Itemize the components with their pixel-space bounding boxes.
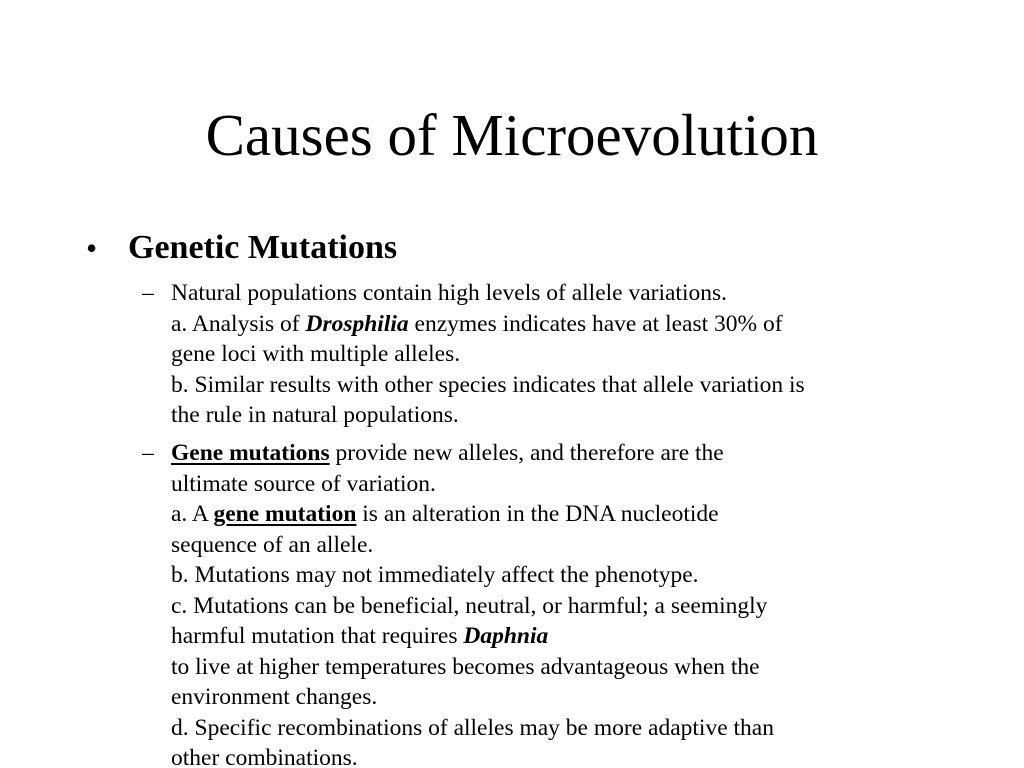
text-line: b. Similar results with other species indicates that allele variation is bbox=[171, 371, 805, 398]
sub-bullet-marker: – bbox=[142, 280, 154, 306]
species-name-drosphilia: Drosphilia bbox=[305, 310, 409, 337]
term-gene-mutation: gene mutation bbox=[213, 501, 357, 527]
text-line bbox=[171, 309, 951, 340]
text-line: gene loci with multiple alleles. bbox=[171, 341, 461, 367]
slide-title: Causes of Microevolution bbox=[205, 102, 819, 168]
text-fragment: is an alteration in the DNA nucleotide bbox=[356, 501, 719, 527]
text-line: ultimate source of variation. bbox=[171, 470, 436, 497]
text-fragment: a. A bbox=[171, 501, 214, 527]
species-name-daphnia: Daphnia bbox=[463, 623, 549, 649]
text-line bbox=[171, 438, 951, 469]
sub-bullet-text bbox=[171, 278, 951, 431]
text-line: Natural populations contain high levels of allele variations. bbox=[171, 280, 728, 306]
text-line: d. Specific recombinations of alleles may be more adaptive than bbox=[171, 714, 774, 741]
text-line bbox=[171, 621, 951, 652]
text-line: b. Mutations may not immediately affect the phenotype. bbox=[171, 562, 699, 588]
text-fragment: harmful mutation that requires bbox=[171, 623, 464, 649]
text-fragment: a. Analysis of bbox=[171, 310, 306, 337]
text-line bbox=[171, 499, 951, 530]
text-fragment: provide new alleles, and therefore are the bbox=[329, 440, 724, 466]
sub-bullet-text bbox=[171, 438, 951, 768]
bullet-heading: Genetic Mutations bbox=[128, 229, 398, 266]
text-line: c. Mutations can be beneficial, neutral, or harmful; a seemingly bbox=[171, 592, 768, 619]
sub-bullet-marker: – bbox=[142, 440, 154, 466]
text-line: to live at higher temperatures becomes advantageous when the bbox=[171, 653, 760, 680]
sub-bullet-gene-mutations bbox=[142, 438, 942, 768]
bullet-marker: • bbox=[86, 230, 98, 266]
term-gene-mutations: Gene mutations bbox=[171, 440, 330, 466]
text-line: other combinations. bbox=[171, 745, 358, 768]
text-line: sequence of an allele. bbox=[171, 531, 374, 558]
text-line: the rule in natural populations. bbox=[171, 402, 459, 428]
sub-bullet-allele-variation bbox=[142, 278, 942, 438]
text-fragment: enzymes indicates have at least 30% of bbox=[408, 310, 783, 337]
text-line: environment changes. bbox=[171, 684, 378, 710]
